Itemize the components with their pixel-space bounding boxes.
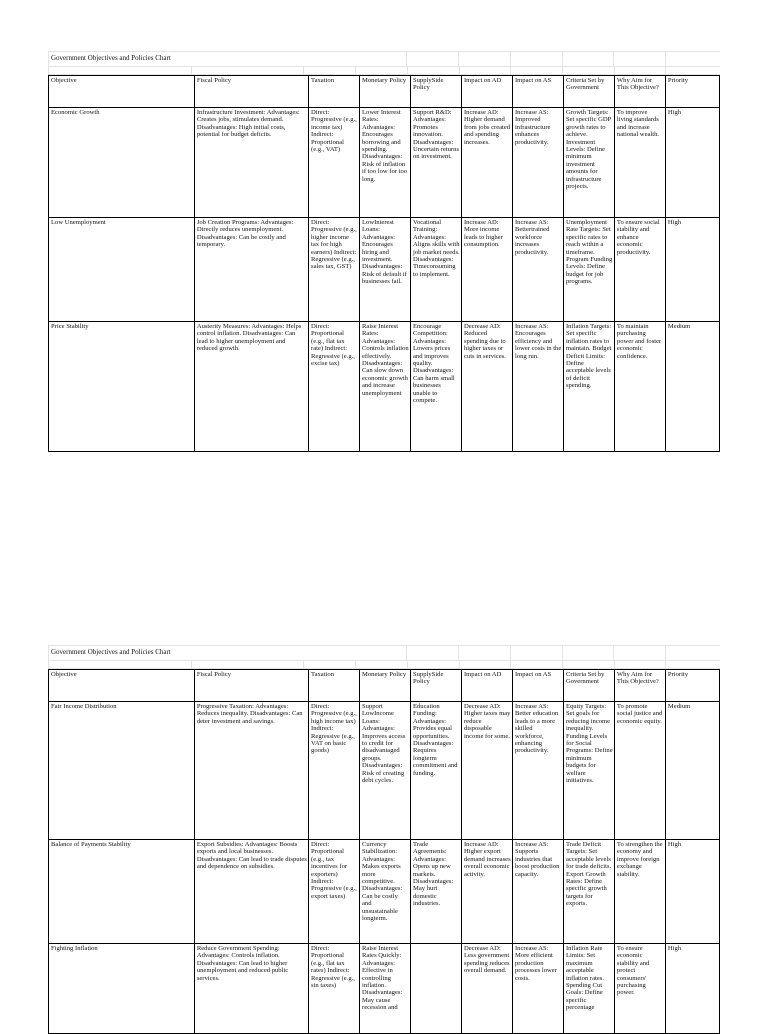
header-impact-ad: Impact on AD	[461, 670, 512, 702]
table-row	[49, 702, 720, 840]
table-cell: Price Stability	[49, 322, 195, 452]
table-cell: To ensure social stability and enhance economic productivity.	[614, 218, 665, 322]
chart-sheet-1	[48, 51, 720, 452]
spacer-row	[48, 661, 720, 669]
header-row	[49, 76, 720, 108]
table-cell: Encourage Competition: Advantages: Lowers prices and improves quality. Disadvantages: Can harm small businesses unable to compete.	[410, 322, 461, 452]
table-cell: Increase AD: Higher demand from jobs created and spending increases.	[461, 108, 512, 218]
table-cell: Direct: Proportional (e.g., tax incentives for exporters) Indirect: Progressive (e.g., export taxes)	[309, 840, 360, 944]
table-cell: Increase AS: Encourages efficiency and lower costs in the long run.	[512, 322, 563, 452]
table-cell: Trade Deficit Targets: Set acceptable levels for trade deficits. Export Growth Rates: Define specific growth targets for exports.	[563, 840, 614, 944]
header-criteria: Criteria Set by Government	[563, 76, 614, 108]
table-cell: Direct: Progressive (e.g., high income tax) Indirect: Regressive (e.g., VAT on basic goods)	[309, 702, 360, 840]
spacer-row	[48, 67, 720, 75]
table-cell: Support R&D: Advantages: Promotes innovation. Disadvantages: Uncertain returns on investment.	[410, 108, 461, 218]
table-cell: Direct: Progressive (e.g., higher income tax for high earners) Indirect: Regressive (e.g., sales tax, GST)	[309, 218, 360, 322]
table-cell: Vocational Training: Advantages: Aligns skills with job market needs. Disadvantages: Timeconsuming to implement.	[410, 218, 461, 322]
policy-table	[48, 75, 720, 452]
table-cell: Direct: Proportional (e.g., flat tax rates) Indirect: Regressive (e.g., sin taxes)	[309, 944, 360, 1034]
table-cell: Reduce Government Spending: Advantages: Controls inflation. Disadvantages: Can lead to higher unemployment and reduced public services.	[194, 944, 308, 1034]
table-cell: Increase AS: More efficient production processes lower costs.	[512, 944, 563, 1034]
table-cell: High	[665, 944, 719, 1034]
table-cell: LowInterest Loans: Advantages: Encourages hiring and investment. Disadvantages: Risk of default if businesses fail.	[360, 218, 411, 322]
table-cell: Infrastructure Investment: Advantages: Creates jobs, stimulates demand. Disadvantages: High initial costs, potential for budget deficits.	[194, 108, 308, 218]
table-cell: Raise Interest Rates Quickly: Advantages: Effective in controlling inflation. Disadvantages: May cause recession and	[360, 944, 411, 1034]
table-cell: Increase AS: Bettertrained workforce increases productivity.	[512, 218, 563, 322]
header-objective: Objective	[49, 76, 195, 108]
table-cell: Growth Targets: Set specific GDP growth rates to achieve. Investment Levels: Define minimum investment amounts for infrastructure projects.	[563, 108, 614, 218]
header-impact-as: Impact on AS	[512, 76, 563, 108]
table-cell: Fighting Inflation	[49, 944, 195, 1034]
header-fiscal-policy: Fiscal Policy	[194, 670, 308, 702]
table-cell: To ensure economic stability and protect consumers' purchasing power.	[614, 944, 665, 1034]
header-impact-as: Impact on AS	[512, 670, 563, 702]
table-cell: Job Creation Programs: Advantages: Directly reduces unemployment. Disadvantages: Can be costly and temporary.	[194, 218, 308, 322]
table-cell: Increase AS: Better education leads to a more skilled workforce, enhancing productivity.	[512, 702, 563, 840]
header-supply-side-policy: SupplySide Policy	[410, 76, 461, 108]
table-cell: High	[665, 840, 719, 944]
table-cell: To strengthen the economy and improve foreign exchange stability.	[614, 840, 665, 944]
table-cell: Increase AS: Supports industries that boost production capacity.	[512, 840, 563, 944]
sheet-title-row	[48, 51, 720, 67]
header-taxation: Taxation	[309, 670, 360, 702]
table-cell: Balance of Payments Stability	[49, 840, 195, 944]
table-cell: Progressive Taxation: Advantages: Reduces inequality. Disadvantages: Can deter investment and savings.	[194, 702, 308, 840]
chart-sheet-2	[48, 645, 720, 1034]
sheet-title: Government Objectives and Policies Chart	[48, 646, 406, 660]
table-cell: Decrease AD: Less government spending reduces overall demand.	[461, 944, 512, 1034]
table-cell: Increase AD: More income leads to higher consumption.	[461, 218, 512, 322]
header-objective: Objective	[49, 670, 195, 702]
header-priority: Priority	[665, 76, 719, 108]
table-cell: Economic Growth	[49, 108, 195, 218]
table-cell: Decrease AD: Reduced spending due to higher taxes or cuts in services.	[461, 322, 512, 452]
table-cell: Support LowIncome Loans: Advantages: Improves access to credit for disadvantaged groups. Disadvantages: Risk of creating debt cycles.	[360, 702, 411, 840]
header-row	[49, 670, 720, 702]
table-cell: Decrease AD: Higher taxes may reduce disposable income for some.	[461, 702, 512, 840]
table-cell: Medium	[665, 702, 719, 840]
table-cell: Inflation Rate Limits: Set maximum acceptable inflation rates. Spending Cut Goals: Define specific percentage	[563, 944, 614, 1034]
table-row	[49, 322, 720, 452]
table-cell: To improve living standards and increase national wealth.	[614, 108, 665, 218]
table-cell: Inflation Targets: Set specific inflation rates to maintain. Budget Deficit Limits: Define acceptable levels of deficit spending.	[563, 322, 614, 452]
table-cell: High	[665, 218, 719, 322]
table-cell: Unemployment Rate Targets: Set specific rates to reach within a timeframe. Program Funding Levels: Define budget for job programs.	[563, 218, 614, 322]
table-row	[49, 944, 720, 1034]
table-cell: Lower Interest Rates: Advantages: Encourages borrowing and spending. Disadvantages: Risk of inflation if too low for too long.	[360, 108, 411, 218]
table-cell: Medium	[665, 322, 719, 452]
table-cell: Direct: Proportional (e.g., flat tax rate) Indirect: Regressive (e.g., excise tax)	[309, 322, 360, 452]
table-cell: Education Funding: Advantages: Provides equal opportunities. Disadvantages: Requires longterm commitment and funding.	[410, 702, 461, 840]
table-cell: Increase AD: Higher export demand increases overall economic activity.	[461, 840, 512, 944]
table-row	[49, 218, 720, 322]
sheet-title: Government Objectives and Policies Chart	[48, 52, 406, 66]
table-cell: Low Unemployment	[49, 218, 195, 322]
table-cell: Currency Stabilization: Advantages: Makes exports more competitive. Disadvantages: Can be costly and unsustainable longterm.	[360, 840, 411, 944]
header-taxation: Taxation	[309, 76, 360, 108]
table-cell	[410, 944, 461, 1034]
header-criteria: Criteria Set by Government	[563, 670, 614, 702]
header-impact-ad: Impact on AD	[461, 76, 512, 108]
header-why-aim: Why Aim for This Objective?	[614, 76, 665, 108]
policy-table	[48, 669, 720, 1034]
header-monetary-policy: Monetary Policy	[360, 76, 411, 108]
table-cell: Trade Agreements: Advantages: Opens up new markets. Disadvantages: May hurt domestic industries.	[410, 840, 461, 944]
table-row	[49, 108, 720, 218]
table-cell: Increase AS: Improved infrastructure enhances productivity.	[512, 108, 563, 218]
sheet-title-row	[48, 645, 720, 661]
table-cell: To promote social justice and economic equity.	[614, 702, 665, 840]
table-cell: High	[665, 108, 719, 218]
table-cell: Fair Income Distribution	[49, 702, 195, 840]
table-cell: Export Subsidies: Advantages: Boosts exports and local businesses. Disadvantages: Can lead to trade disputes and dependence on subsidies.	[194, 840, 308, 944]
header-fiscal-policy: Fiscal Policy	[194, 76, 308, 108]
table-cell: To maintain purchasing power and foster economic confidence.	[614, 322, 665, 452]
header-priority: Priority	[665, 670, 719, 702]
header-supply-side-policy: SupplySide Policy	[410, 670, 461, 702]
table-row	[49, 840, 720, 944]
table-cell: Direct: Progressive (e.g., income tax) Indirect: Proportional (e.g., VAT)	[309, 108, 360, 218]
header-why-aim: Why Aim for This Objective?	[614, 670, 665, 702]
table-cell: Austerity Measures: Advantages: Helps control inflation. Disadvantages: Can lead to higher unemployment and reduced growth.	[194, 322, 308, 452]
table-cell: Equity Targets: Set goals for reducing income inequality. Funding Levels for Social Programs: Define minimum budgets for welfare initiatives.	[563, 702, 614, 840]
table-cell: Raise Interest Rates: Advantages: Controls inflation effectively. Disadvantages: Can slow down economic growth and increase unemployment	[360, 322, 411, 452]
header-monetary-policy: Monetary Policy	[360, 670, 411, 702]
